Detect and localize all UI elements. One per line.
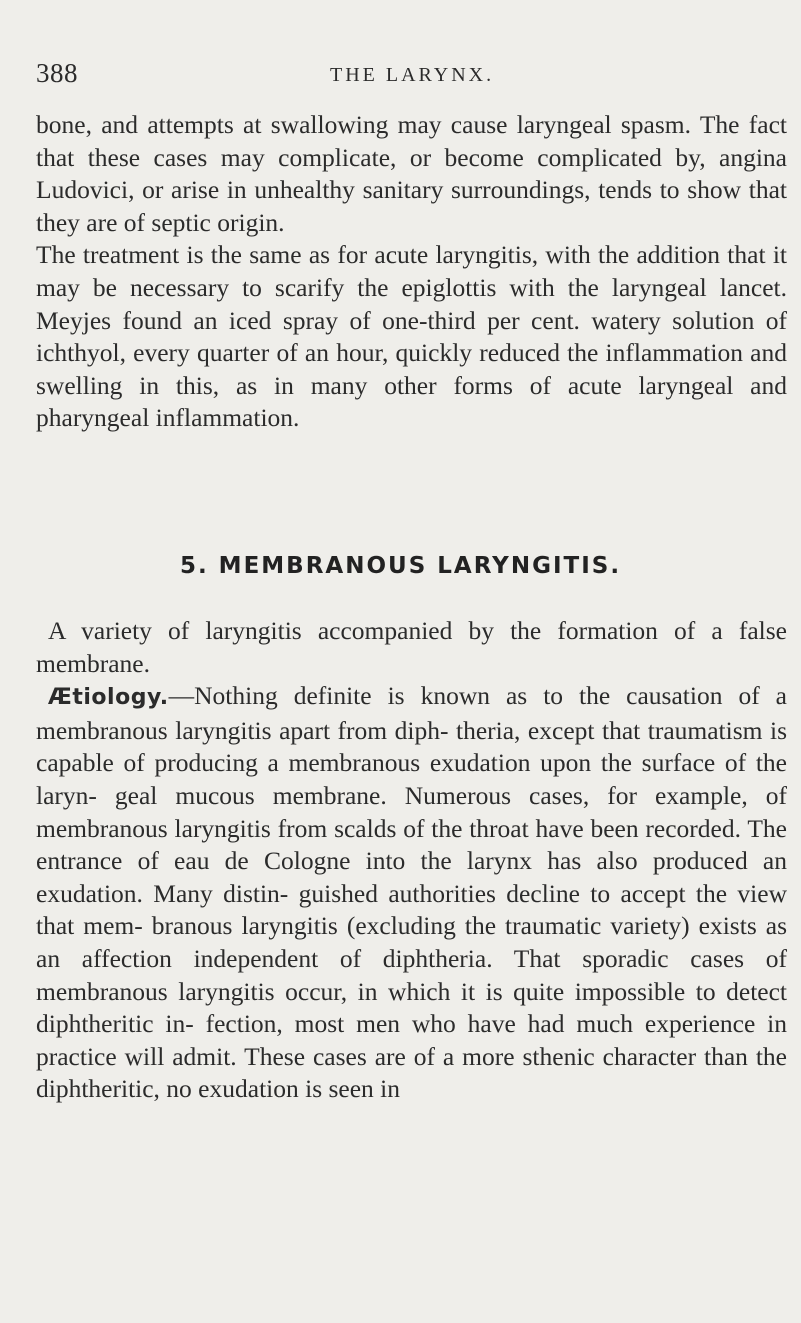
page-number: 388 — [36, 58, 78, 88]
aetiology-body: —Nothing definite is known as to the causation of a membranous laryngitis apart from diph- theria, except that traumatism is capable of producing a membranous exudation upon the surface of the laryn- geal mucous membrane. Numerous cases, for example, of membranous laryngitis from scalds of the throat have been recorded. The entrance of eau de Cologne into the larynx has also produced an exudation. Many distin- guished authorities decline to accept the view that mem- branous laryngitis (excluding the traumatic variety) exists as an affection independent of diphtheria. That sporadic cases of membranous laryngitis occur, in which it is quite impossible to detect diphtheritic in- fection, most men who have had much experience in practice will admit. These cases are of a more sthenic character than the diphtheritic, no exudation is seen in — [36, 681, 787, 1104]
paragraph-aetiology — [36, 680, 787, 1106]
section-heading: 5. MEMBRANOUS LARYNGITIS. — [179, 553, 622, 579]
paragraph-continuation: bone, and attempts at swallowing may cause laryngeal spasm. The fact that these cases may complicate, or become complicated by, angina Ludovici, or arise in unhealthy sanitary surroundings, tends to show that they are of septic origin. — [36, 110, 787, 237]
aetiology-heading: Ætiology. — [48, 685, 169, 711]
paragraph-definition: A variety of laryngitis accompanied by the formation of a false membrane. — [36, 616, 787, 678]
paragraph-treatment: The treatment is the same as for acute laryngitis, with the addition that it may be necessary to scarify the epiglottis with the laryngeal lancet. Meyjes found an iced spray of one-third per cent. watery solution of ichthyol, every quarter of an hour, quickly reduced the inflammation and swelling in this, as in many other forms of acute laryngeal and pharyngeal inflammation. — [36, 240, 787, 433]
running-title: THE LARYNX. — [330, 64, 495, 86]
text-block-section — [36, 615, 787, 1106]
page-header — [0, 56, 801, 96]
text-block-top — [36, 109, 787, 435]
